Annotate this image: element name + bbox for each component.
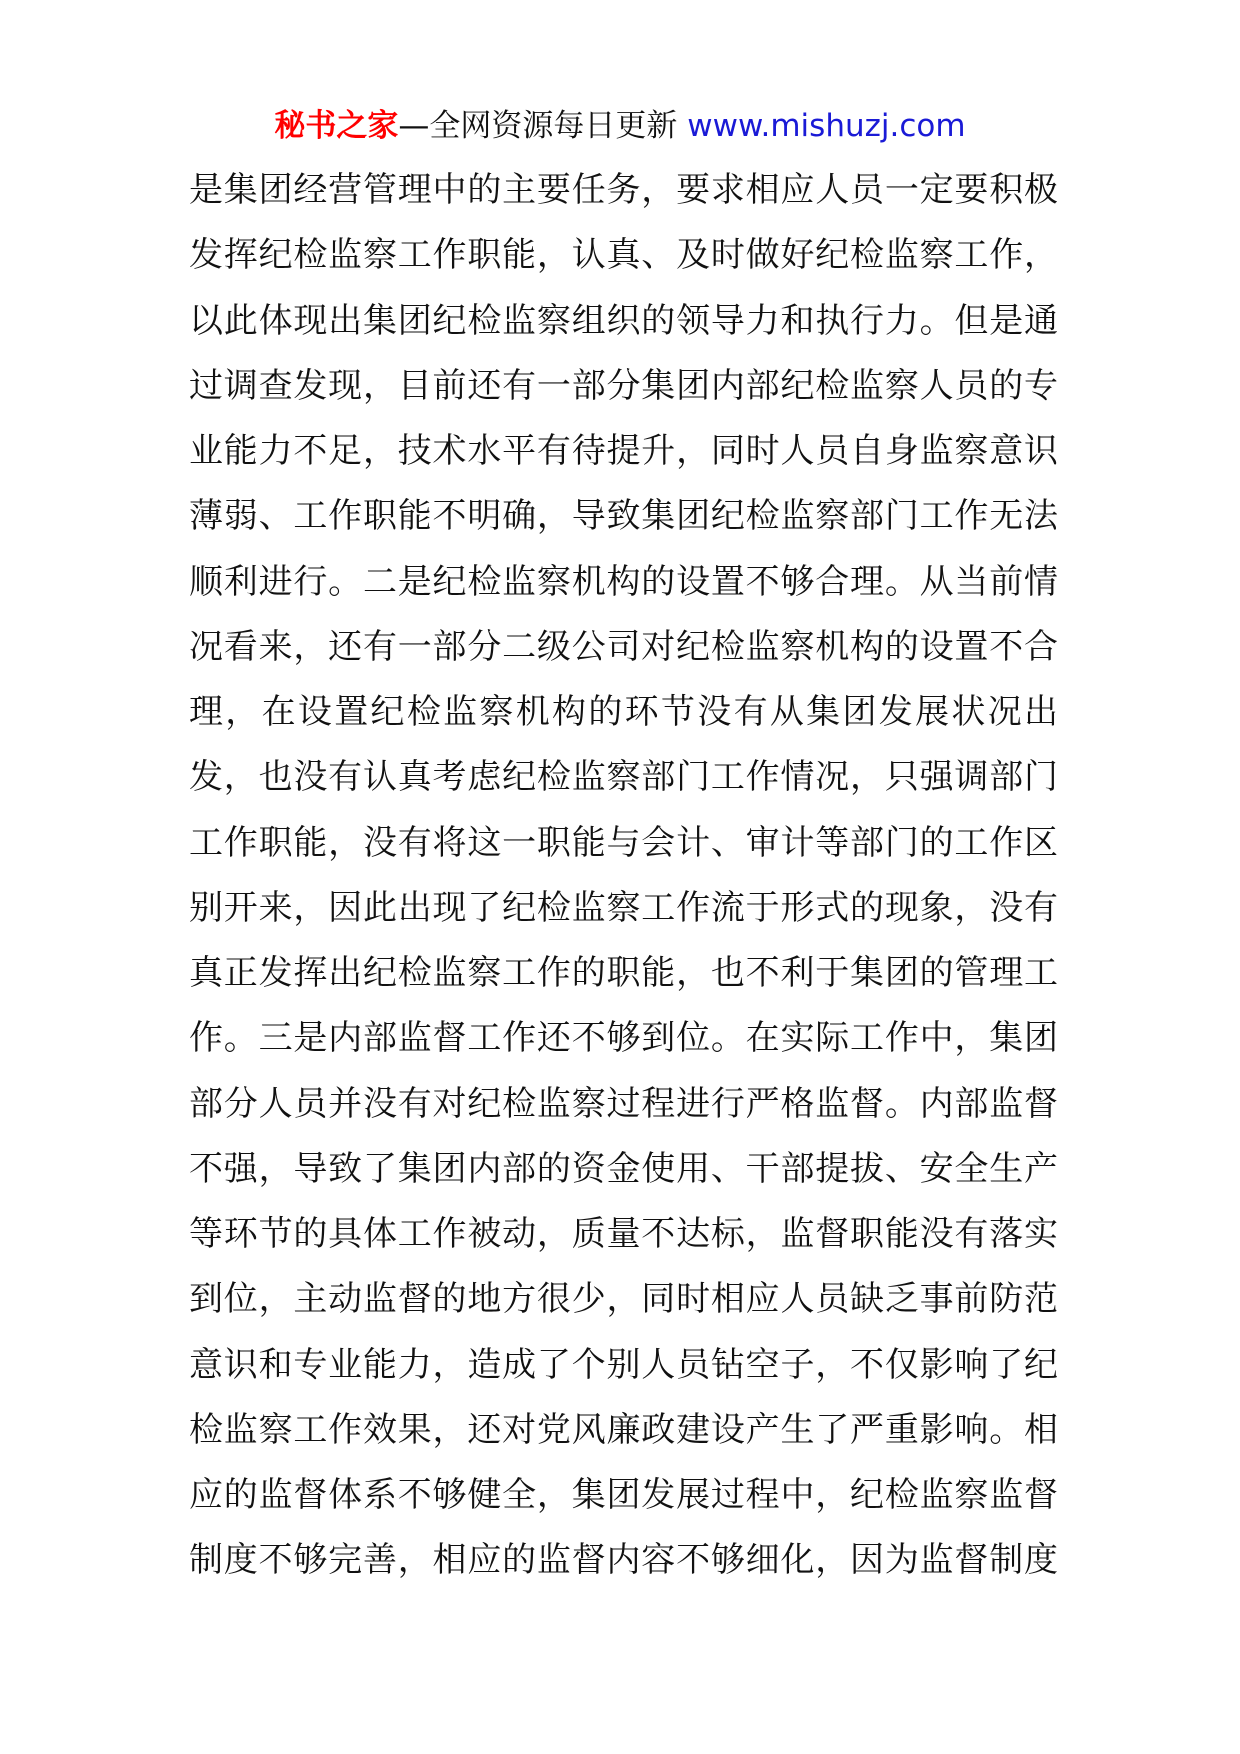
site-url: www.mishuzj.com bbox=[687, 108, 966, 144]
document-body bbox=[189, 158, 1058, 1594]
text-line: 况看来，还有一部分二级公司对纪检监察机构的设置不合 bbox=[189, 626, 1058, 667]
text-line: 到位，主动监督的地方很少，同时相应人员缺乏事前防范 bbox=[189, 1279, 1058, 1320]
text-line: 理，在设置纪检监察机构的环节没有从集团发展状况出 bbox=[189, 692, 1058, 732]
text-line: 发，也没有认真考虑纪检监察部门工作情况，只强调部门 bbox=[189, 757, 1058, 798]
page-header bbox=[0, 104, 1240, 148]
brand-name: 秘书之家 bbox=[274, 108, 399, 144]
text-line: 工作职能，没有将这一职能与会计、审计等部门的工作区 bbox=[189, 822, 1058, 863]
text-line: 真正发挥出纪检监察工作的职能，也不利于集团的管理工 bbox=[189, 953, 1058, 993]
text-line: 薄弱、工作职能不明确，导致集团纪检监察部门工作无法 bbox=[189, 496, 1058, 537]
text-line: 顺利进行。二是纪检监察机构的设置不够合理。从当前情 bbox=[189, 561, 1058, 602]
text-line: 作。三是内部监督工作还不够到位。在实际工作中，集团 bbox=[189, 1018, 1058, 1059]
text-line: 是集团经营管理中的主要任务，要求相应人员一定要积极 bbox=[189, 170, 1058, 210]
text-line: 检监察工作效果，还对党风廉政建设产生了严重影响。相 bbox=[189, 1409, 1058, 1450]
text-line: 意识和专业能力，造成了个别人员钻空子，不仅影响了纪 bbox=[189, 1344, 1058, 1385]
text-line: 以此体现出集团纪检监察组织的领导力和执行力。但是通 bbox=[189, 300, 1058, 341]
text-line: 制度不够完善，相应的监督内容不够细化，因为监督制度 bbox=[189, 1540, 1058, 1581]
header-tagline: —全网资源每日更新 bbox=[398, 108, 688, 144]
text-line: 发挥纪检监察工作职能，认真、及时做好纪检监察工作， bbox=[189, 235, 1058, 276]
text-line: 别开来，因此出现了纪检监察工作流于形式的现象，没有 bbox=[189, 887, 1058, 928]
text-line: 部分人员并没有对纪检监察过程进行严格监督。内部监督 bbox=[189, 1083, 1058, 1124]
text-line: 应的监督体系不够健全，集团发展过程中，纪检监察监督 bbox=[189, 1475, 1058, 1515]
text-line: 过调查发现，目前还有一部分集团内部纪检监察人员的专 bbox=[189, 365, 1058, 406]
text-line: 不强，导致了集团内部的资金使用、干部提拔、安全生产 bbox=[189, 1148, 1058, 1189]
text-line: 业能力不足，技术水平有待提升，同时人员自身监察意识 bbox=[189, 431, 1058, 471]
text-line: 等环节的具体工作被动，质量不达标，监督职能没有落实 bbox=[189, 1214, 1058, 1254]
